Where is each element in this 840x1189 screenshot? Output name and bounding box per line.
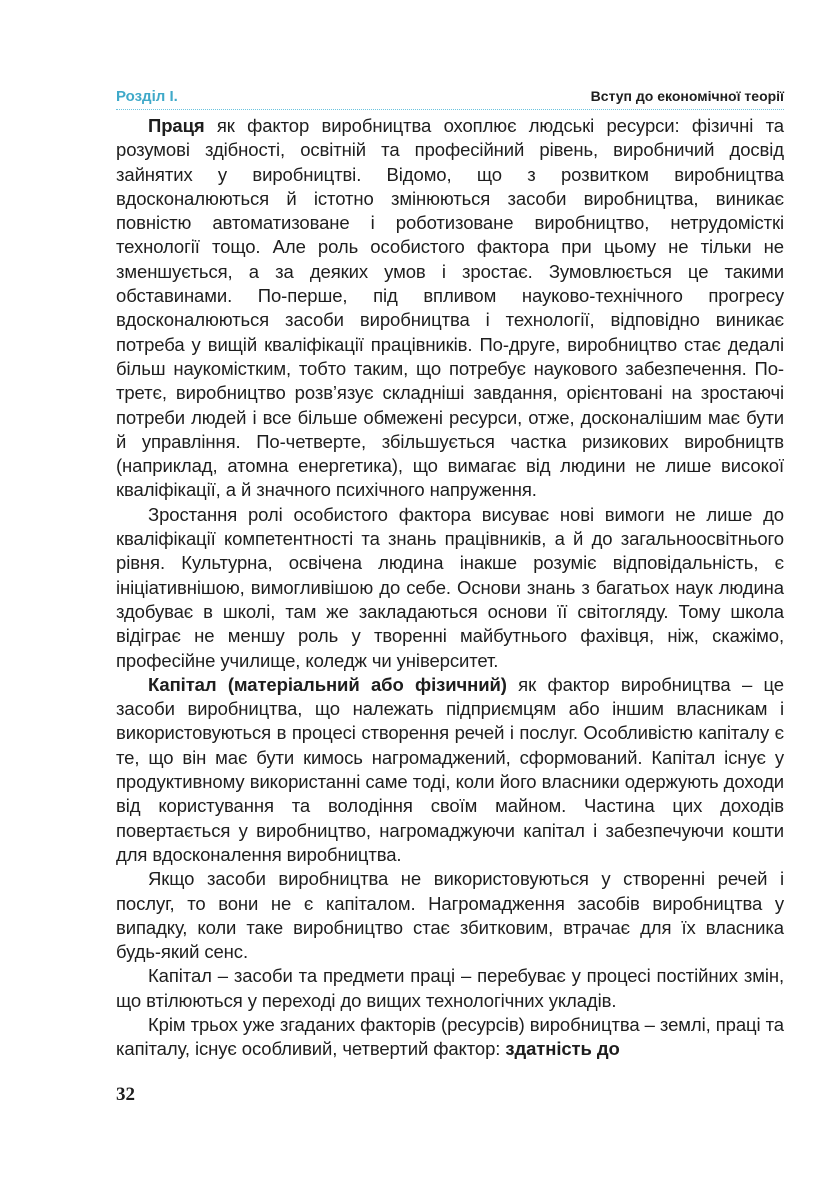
paragraph-text: Крім трьох уже згаданих факторів (ресурсів) виробництва – землі, праці та капіталу, існує особливий, четвертий фактор: [116, 1013, 784, 1060]
paragraph-capital-use [116, 867, 784, 964]
term-ability: здатність до [505, 1038, 620, 1060]
paragraph-text: Якщо засоби виробництва не використовуються у створенні речей і послуг, то вони не є капіталом. Нагромадження засобів виробництва у випадку, коли таке виробництво стає збитковим, втрачає для їх власника будь-який сенс. [116, 868, 784, 963]
section-label: Розділ І. [116, 88, 178, 105]
header-divider [116, 109, 784, 110]
paragraph-capital [116, 673, 784, 867]
paragraph-capital-change [116, 964, 784, 1013]
paragraph-personal-factor [116, 503, 784, 673]
paragraph-labor [116, 114, 784, 503]
page-body [116, 114, 784, 1062]
paragraph-text: Капітал – засоби та предмети праці – перебуває у процесі постійних змін, що втілюються у переході до вищих технологічних укладів. [116, 965, 784, 1011]
paragraph-text: Зростання ролі особистого фактора висуває нові вимоги не лише до кваліфікації компетентності та знань працівників, а й до загальноосвітнього рівня. Культурна, освічена людина інакше розуміє відповідальність, є ініціативнішою, вимогливішою до себе. Основи знань з багатьох наук людина здобуває в школі, там же закладаються основи її світогляду. Тому школа відіграє не меншу роль у творенні майбутнього фахівця, ніж, скажімо, професійне училище, коледж чи університет. [116, 503, 784, 671]
paragraph-text: як фактор виробництва – це засоби виробництва, що належать підприємцям або іншим власникам і використовуються в процесі створення речей і послуг. Особливістю капіталу є те, що він має бути кимось нагромаджений, сформований. Капітал існує у продуктивному використанні саме тоді, коли його власники одержують доходи від користування та володіння своїм майном. Частина цих доходів повертається у виробництво, нагромаджуючи капітал і забезпечуючи кошти для вдосконалення виробництва. [116, 673, 784, 865]
paragraph-fourth-factor [116, 1013, 784, 1062]
page-header [116, 88, 784, 112]
page-number: 32 [116, 1084, 135, 1105]
chapter-title: Вступ до економічної теорії [590, 88, 784, 104]
paragraph-text: як фактор виробництва охоплює людські ресурси: фізичні та розумові здібності, освітній та професійний рівень, виробничий досвід зайнятих у виробництві. Відомо, що з розвитком виробництва вдосконалюються й істотно змінюються засоби виробництва, виникає повністю автоматизоване і роботизоване виробництво, нетрудомісткі технології тощо. Але роль особистого фактора при цьому не тільки не зменшується, а за деяких умов і зростає. Зумовлюється це такими обставинами. По-перше, під впливом науково-технічного прогресу вдосконалюються засоби виробництва і технології, відповідно виникає потреба у вищій кваліфікації працівників. По-друге, виробництво стає дедалі більш наукомістким, тобто таким, що потребує наукового забезпечення. По-третє, виробництво розв’язує складніші завдання, орієнтовані на зростаючі потреби людей і все більше обмежені ресурси, отже, досконалішим має бути й управління. По-четверте, збільшується частка ризикових виробництв (наприклад, атомна енергетика), що вимагає від людини не лише високої кваліфікації, а й значного психічного напруження. [116, 115, 784, 501]
term-capital: Капітал (матеріальний або фізичний) [148, 673, 507, 695]
term-labor: Праця [148, 115, 205, 136]
